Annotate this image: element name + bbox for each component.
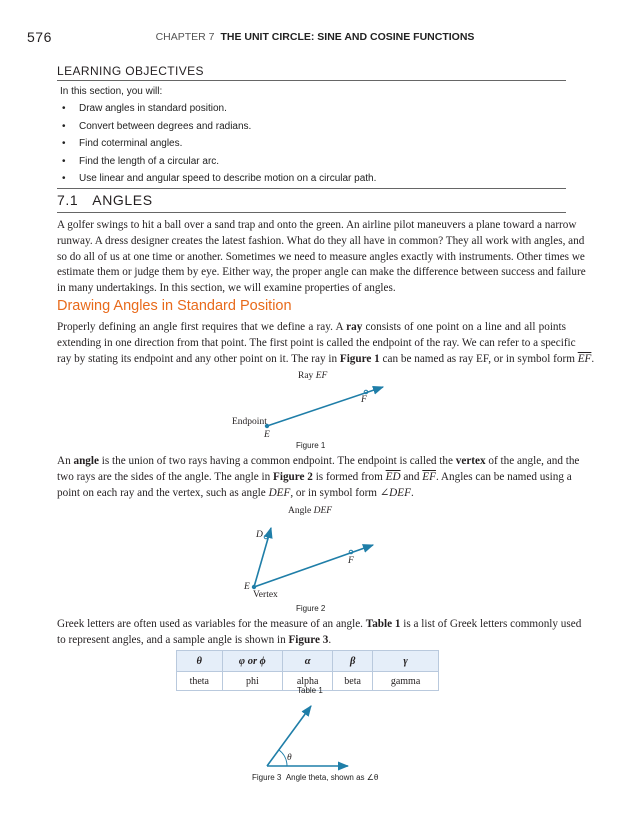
list-item: • Find the length of a circular arc.	[62, 153, 376, 171]
figure-1-caption: Figure 1	[296, 441, 326, 450]
ray-symbol: $\overline{EF}$	[577, 352, 592, 365]
point-d	[264, 535, 268, 539]
term-vertex: vertex	[455, 455, 486, 467]
endpoint-label: Endpoint	[232, 417, 267, 427]
theta-label: θ	[287, 753, 292, 763]
bullet-icon: •	[62, 138, 66, 149]
table-header-cell: φ or ϕ	[222, 651, 283, 672]
figure-2-title: Angle DEF	[288, 506, 333, 516]
greek-paragraph: Greek letters are often used as variables for the measure of an angle. Table 1 is a list of Greek letters commonly used to represent angles, and a sample angle is shown in Figure 3.	[57, 618, 582, 646]
learning-objectives-title: LEARNING OBJECTIVES	[57, 64, 204, 78]
learning-objectives-intro: In this section, you will:	[60, 86, 163, 97]
page-number: 576	[27, 29, 52, 45]
term-ray: ray	[346, 321, 363, 333]
list-item: • Draw angles in standard position.	[62, 100, 376, 118]
table-1-ref: Table 1	[365, 618, 401, 630]
table-header-cell: α	[283, 651, 333, 672]
bullet-icon: •	[62, 155, 66, 167]
table-cell: gamma	[373, 672, 439, 691]
bullet-icon: •	[62, 103, 66, 114]
vertex-label: Vertex	[253, 590, 278, 600]
table-cell: theta	[177, 672, 223, 691]
table-cell: phi	[222, 672, 283, 691]
ray-ed-symbol: $\overline{ED}$	[385, 470, 401, 483]
section-number: 7.1	[57, 192, 79, 208]
ray-ef-symbol: $\overline{EF}$	[422, 470, 436, 483]
bullet-icon: •	[62, 120, 66, 132]
table-header-cell: θ	[177, 651, 223, 672]
label-f: F	[361, 395, 367, 405]
figure-1-title: Ray EF	[298, 371, 328, 381]
label-e: E	[264, 430, 270, 440]
ray-ef-2	[254, 545, 373, 587]
table-cell: beta	[333, 672, 373, 691]
table-header-cell: β	[333, 651, 373, 672]
table-header-cell: γ	[373, 651, 439, 672]
chapter-label: CHAPTER 7	[155, 31, 215, 43]
angle-paragraph: An angle is the union of two rays having a common endpoint. The endpoint is called the vertex of the angle, and the two rays are the sides of the angle. The angle in Figure 2 is formed from $\overline{ED}$ and $\overline{EF}$. Angles can be named using a point on each ray and the vertex, such as angle DEF, or in symbol form ∠DEF.	[57, 455, 580, 499]
intro-paragraph: A golfer swings to hit a ball over a sand trap and onto the green. An airline pilot maneuvers a plane toward a narrow runway. A dress designer creates the latest fashion. What do they all have in common? They all work with angles, and so do all of us at one time or another. Sometimes we need to measure angles exactly with instruments. Other times we estimate them or judge them by eye. Either way, the proper angle can make the difference between success and failure in many undertakings. In this section, we will examine properties of angles.	[57, 219, 586, 295]
term-angle: angle	[73, 455, 99, 467]
table-1-caption: Table 1	[297, 686, 323, 695]
chapter-title: THE UNIT CIRCLE: SINE AND COSINE FUNCTIONS	[220, 31, 475, 43]
label-d: D	[256, 530, 263, 540]
section-name: ANGLES	[92, 192, 153, 208]
greek-letters-table	[176, 650, 439, 691]
ray-paragraph: Properly defining an angle first requires that we define a ray. A ray consists of one point on a line and all points extending in one direction from that point. The first point is called the endpoint of the ray. We can refer to a specific ray by stating its endpoint and any other point on it. The ray in Figure 1 can be named as ray EF, or in symbol form $\overline{EF}$.	[57, 321, 595, 365]
figure-1-ref: Figure 1	[339, 352, 380, 365]
figure-3-caption: Figure 3 Angle theta, shown as ∠θ	[252, 773, 379, 782]
subsection-title: Drawing Angles in Standard Position	[57, 298, 292, 314]
list-item: • Convert between degrees and radians.	[62, 118, 376, 136]
label-f-2: F	[348, 556, 354, 566]
figure-3-ref: Figure 3	[288, 633, 329, 646]
list-item: • Find coterminal angles.	[62, 135, 376, 153]
label-e-2: E	[244, 582, 250, 592]
figure-2-ref: Figure 2	[273, 470, 313, 483]
ray-ef	[267, 387, 383, 426]
figure-2-caption: Figure 2	[296, 604, 326, 613]
table-header-row	[177, 651, 439, 672]
angle-arc	[279, 750, 287, 766]
bullet-icon: •	[62, 173, 66, 184]
list-item: • Use linear and angular speed to describe motion on a circular path.	[62, 170, 376, 188]
angle-symbol: ∠DEF	[379, 486, 411, 499]
table-cell: alpha	[283, 672, 333, 691]
vertex-point	[252, 585, 256, 589]
